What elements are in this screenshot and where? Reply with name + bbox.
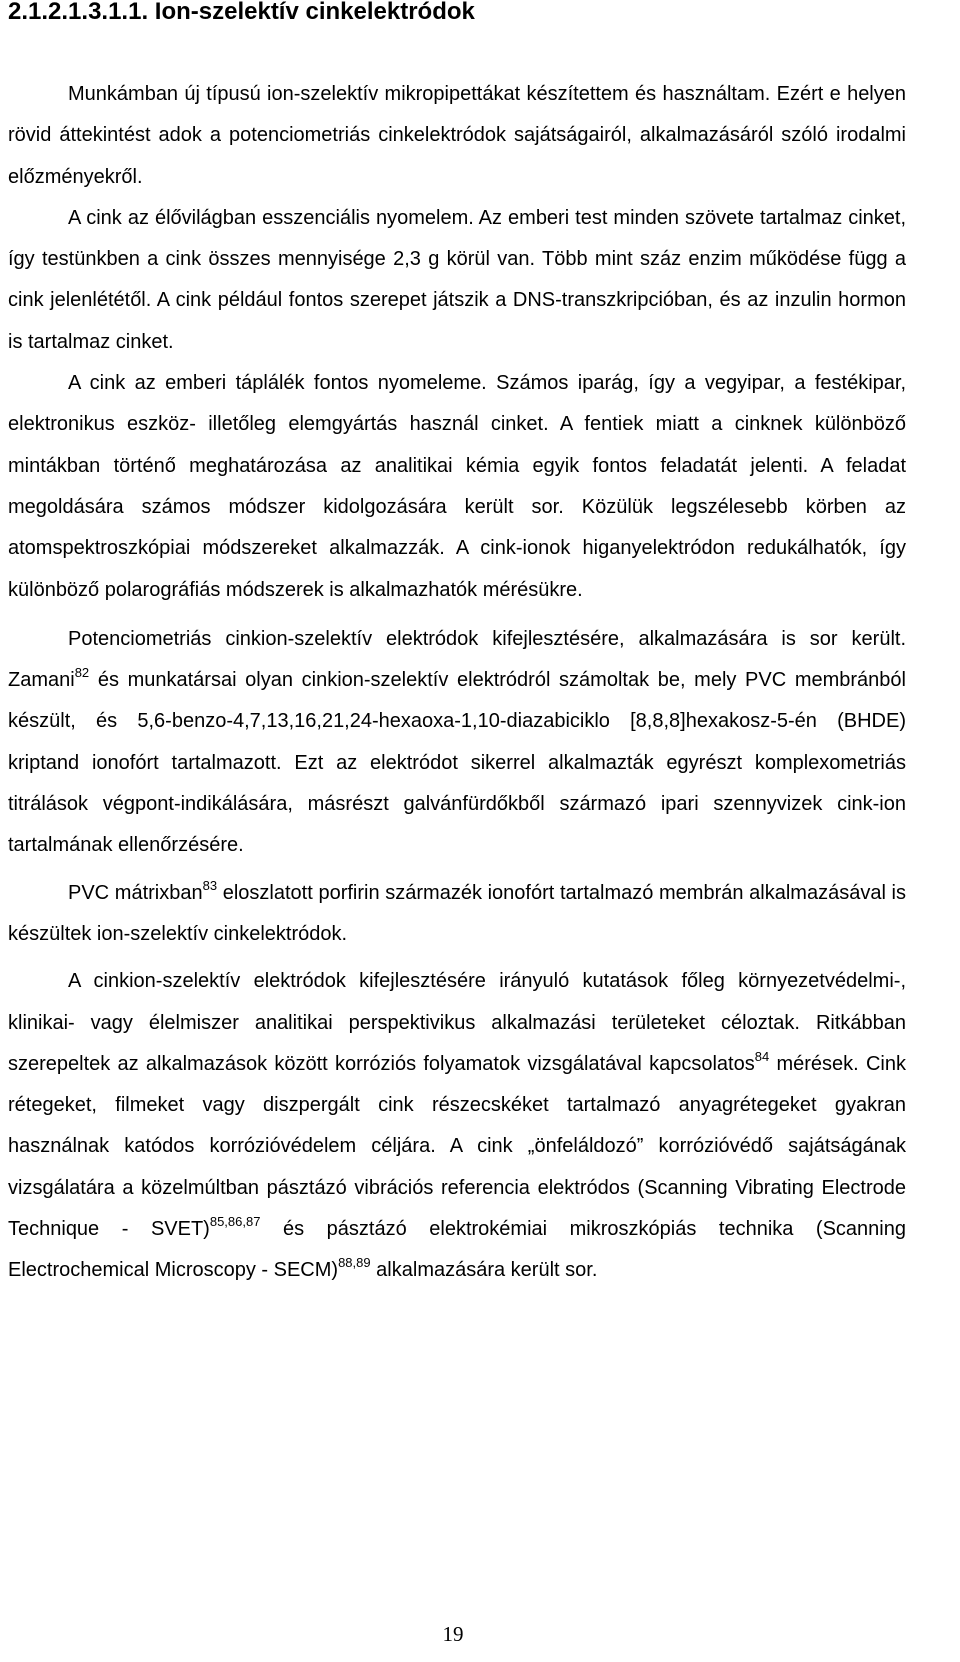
text-run: Potenciometriás cinkion-szelektív elektródok kifejlesztésére, alkalmazására is sor került. Zamani xyxy=(8,627,906,692)
text-run: A cinkion-szelektív elektródok kifejlesztésére irányuló kutatások főleg környezetvédelmi-, klinikai- vagy élelmiszer analitikai perspektivikus alkalmazási területeket céloztak. Ritkábban szerepeltek az alkalmazások között korróziós folyamatok vizsgálatával kapcsolatos xyxy=(8,970,906,1075)
text-run: A cink az emberi táplálék fontos nyomeleme. Számos iparág, így a vegyipar, a festékipar, elektronikus eszköz- illetőleg elemgyártás használ cinket. A fentiek miatt a cinknek különböző mintákban történő meghatározása az analitikai kémia egyik fontos feladatát jelenti. A feladat megoldására számos módszer kidolgozására került sor. Közülük legszélesebb körben az atomspektroszkópiai módszereket alkalmazzák. A cink-ionok higanyelektródon redukálhatók, így különböző polarográfiás módszerek is alkalmazhatók mérésükre. xyxy=(8,372,906,601)
text-run: és pásztázó elektrokémiai mikroszkópiás technika (Scanning Electrochemical Microscopy - SECM) xyxy=(8,1218,906,1282)
section-heading: 2.1.2.1.3.1.1. Ion-szelektív cinkelektródok xyxy=(8,0,475,25)
text-run: és munkatársai olyan cinkion-szelektív elektródról számoltak be, mely PVC membránból készült, és 5,6-benzo-4,7,13,16,21,24-hexaoxa-1,10-diazabiciklo [8,8,8]hexakosz-5-én (BHDE) kriptand ionofórt tartalmazott. Ezt az elektródot sikerrel alkalmazták egyrészt komplexometriás titrálások végpont-indikálására, másrészt galvánfürdőkből származó ipari szennyvizek cink-ion tartalmának ellenőrzésére. xyxy=(8,669,906,857)
paragraph-potentiometric xyxy=(8,619,906,867)
body-text xyxy=(8,74,906,1292)
paragraph-corrosion xyxy=(8,961,906,1291)
paragraph-intro xyxy=(8,74,906,198)
paragraph-pvc-matrix xyxy=(8,873,906,956)
text-run: mérések. Cink rétegeket, filmeket vagy diszpergált cink részecskéket tartalmazó anyagrétegeket gyakran használnak katódos korrózióvédelem céljára. A cink „önfeláldozó” korrózióvédő sajátságának vizsgálatára a közelmúltban pásztázó vibrációs referencia elektródos (Scanning Vibrating Electrode Technique - SVET) xyxy=(8,1052,906,1241)
page-number: 19 xyxy=(442,1622,464,1646)
paragraph-zinc-industry xyxy=(8,363,906,611)
reference-superscript: 83 xyxy=(202,877,218,893)
reference-superscript: 85,86,87 xyxy=(209,1214,261,1230)
text-run: alkalmazására került sor. xyxy=(370,1259,598,1282)
reference-superscript: 82 xyxy=(74,665,90,681)
reference-superscript: 84 xyxy=(754,1048,770,1064)
reference-superscript: 88,89 xyxy=(338,1255,371,1271)
text-run: eloszlatott porfirin származék ionofórt tartalmazó membrán alkalmazásával is készültek ion-szelektív cinkelektródok. xyxy=(8,881,906,945)
text-run: Munkámban új típusú ion-szelektív mikropipettákat készítettem és használtam. Ezért e helyen rövid áttekintést adok a potenciometriás cinkelektródok sajátságairól, alkalmazásáról szóló irodalmi előzményekről. xyxy=(8,83,906,188)
text-run: A cink az élővilágban esszenciális nyomelem. Az emberi test minden szövete tartalmaz cinket, így testünkben a cink összes mennyisége 2,3 g körül van. Több mint száz enzim működése függ a cink jelenlététől. A cink például fontos szerepet játszik a DNS-transzkripcióban, és az inzulin hormon is tartalmaz cinket. xyxy=(8,206,906,353)
text-run: PVC mátrixban xyxy=(68,881,203,904)
paragraph-zinc-biology xyxy=(8,198,906,363)
